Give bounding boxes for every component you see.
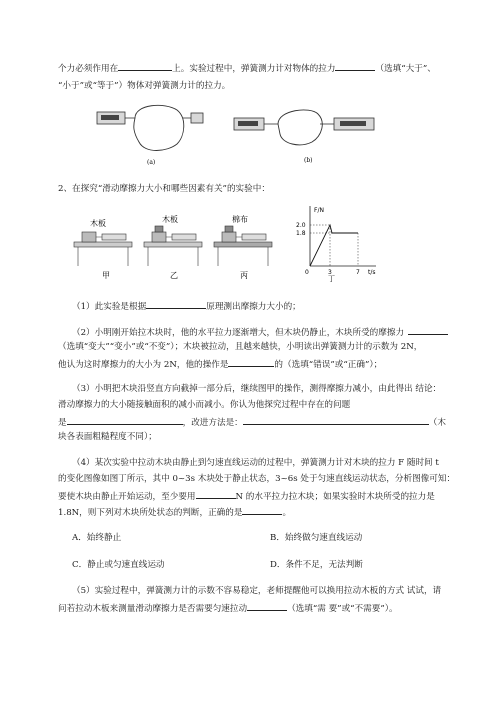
option-a[interactable]: A．始终静止 [72, 533, 122, 543]
answer-blank[interactable] [196, 489, 236, 499]
answer-blank[interactable] [146, 299, 206, 309]
text: 上。实验过程中，弹簧测力计对物体的拉力 [172, 64, 336, 74]
answer-blank[interactable] [335, 61, 375, 71]
option-d[interactable]: D．条件不足，无法判断 [270, 560, 363, 570]
figure-a-label: (a) [147, 159, 156, 166]
text: （1）此实验是根据 [72, 302, 147, 312]
label-ding: 丁 [328, 275, 335, 282]
label-bing: 丙 [240, 271, 248, 280]
y-axis-label: F/N [314, 207, 324, 214]
figure-b-label: (b) [304, 157, 313, 164]
label-board-1: 木板 [90, 219, 106, 228]
option-c[interactable]: C．静止或匀速直线运动 [72, 560, 165, 570]
text: 是 [58, 418, 67, 428]
x-tick-3: 3 [328, 269, 332, 276]
figure-a [95, 102, 205, 168]
force-curve [310, 225, 358, 266]
x-tick-7: 7 [356, 269, 360, 276]
x-axis-label: t/s [368, 269, 376, 276]
y-tick-2.0: 2.0 [296, 222, 306, 229]
figure-b [232, 104, 382, 168]
question-2-title: 2、在探究“滑动摩擦力大小和哪些因素有关”的实验中： [58, 184, 270, 194]
scale-window [101, 115, 119, 120]
answer-blank[interactable] [118, 61, 172, 71]
y-tick-1.8: 1.8 [296, 230, 306, 237]
q2-part-2-line-1 [72, 325, 448, 339]
label-jia: 甲 [102, 271, 110, 280]
label-yi: 乙 [170, 271, 178, 280]
answer-blank[interactable] [228, 357, 274, 367]
q2-part-4-line-2: 的变化图像如图丁所示，其中 0~3s 木块处于静止状态，3~6s 处于匀速直线运动状态，分析图像可知： [58, 474, 456, 484]
q2-part-2-line-3 [58, 357, 382, 371]
setup-jia [74, 218, 132, 280]
text: （选填“大于”、 [375, 64, 436, 74]
answer-blank[interactable] [247, 601, 287, 611]
force-time-graph [292, 202, 382, 282]
text: （2）小明刚开始拉木块时，他的水平拉力逐渐增大，但木块仍静止，木块所受的摩擦力 [72, 328, 405, 338]
text: N 的水平拉力拉木块；如果实验时木块所受的拉力是 [235, 492, 435, 502]
intro-line-1 [58, 61, 436, 75]
spring-scale-right [191, 113, 203, 123]
q2-part-4-line-4 [58, 505, 291, 519]
q2-part-3-line-3 [58, 415, 446, 429]
text: 。 [282, 508, 292, 518]
q2-part-5-line-1: （5）实验过程中，弹簧测力计的示数不容易稳定，老师提醒他可以换用拉动木板的方式 试试，请 [72, 586, 442, 596]
rubber-ring [278, 110, 322, 145]
q2-part-4-line-3 [58, 489, 435, 503]
q2-part-4-line-1: （4）某次实验中拉动木块由静止到匀速直线运动的过程中，弹簧测力计对木块的拉力 F 随时间 t [72, 458, 439, 468]
text: 的（选填“错误”或“正确”）； [274, 360, 383, 370]
text: ，改进方法是： [182, 418, 243, 428]
text: （选填“需 要”或“不需要”）。 [287, 604, 398, 614]
q2-part-2-line-2: （选填“变大”“变小”或“不变”）；木块被拉动，且越来越快，小明读出弹簧测力计的示数为 2N， [58, 342, 423, 352]
label-cotton: 棉布 [232, 215, 248, 224]
text: 个力必须作用在 [58, 64, 119, 74]
setup-yi [144, 214, 202, 280]
x-tick-0: 0 [305, 269, 309, 276]
answer-blank[interactable] [243, 415, 429, 425]
text: 问若拉动木板来测量滑动摩擦力是否需要匀速拉动 [58, 604, 248, 614]
text: 1.8N，则下列对木块所处状态的判断，正确的是 [58, 508, 243, 518]
text: 要使木块由静止开始运动，至少要用 [58, 492, 196, 502]
q2-part-3-line-2: 滑动摩擦力的大小随接触面积的减小而减小。你认为他探究过程中存在的问题 [58, 400, 351, 410]
text: （木 [428, 418, 446, 428]
q2-part-1 [72, 299, 301, 313]
setup-bing [214, 214, 272, 280]
text: 原理测出摩擦力大小的； [206, 302, 301, 312]
answer-blank[interactable] [408, 325, 448, 335]
q2-part-3-line-4: 块各表面粗糙程度不同）； [58, 432, 157, 442]
option-b[interactable]: B．始终做匀速直线运动 [270, 533, 363, 543]
q2-part-3-line-1: （3）小明把木块沿竖直方向截掉一部分后，继续图甲的操作，测得摩擦力减小，由此得出 结论： [72, 384, 442, 394]
intro-line-2: “小于”或“等于”）物体对弹簧测力计的拉力。 [58, 81, 231, 91]
rubber-ring [134, 105, 184, 150]
answer-blank[interactable] [242, 505, 282, 515]
label-board-2: 木板 [162, 215, 178, 224]
friction-setups [72, 210, 282, 280]
answer-blank[interactable] [67, 415, 183, 425]
text: 他认为这时摩擦力的大小为 2N，他的操作是 [58, 360, 229, 370]
q2-part-5-line-2 [58, 601, 398, 615]
